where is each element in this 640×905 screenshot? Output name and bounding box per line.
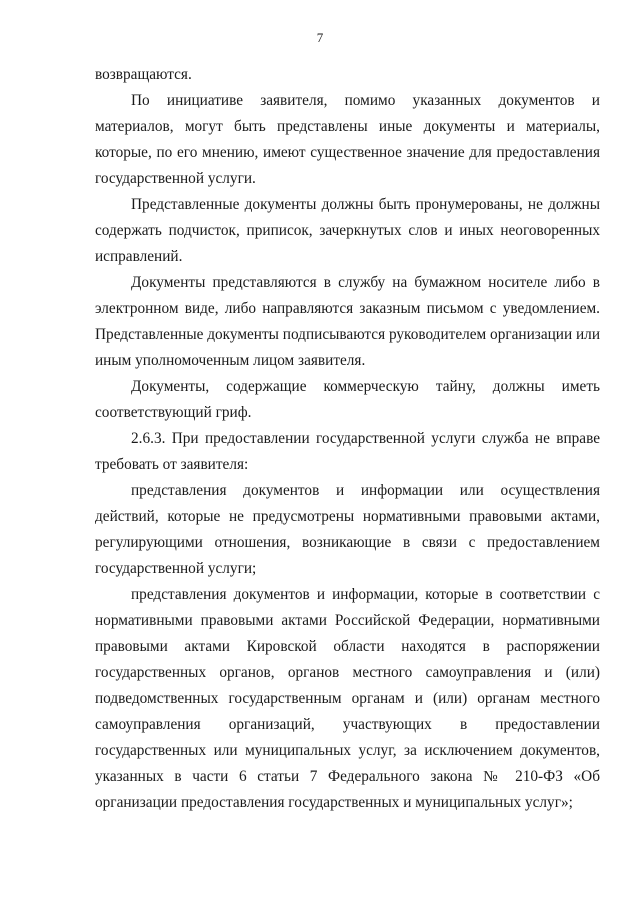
paragraph-additional-documents: По инициативе заявителя, помимо указанных документов и материалов, могут быть представлены иные документы и материалы, которые, по его мнению, имеют существенное значение для предоставления государственной услуги. <box>95 92 600 187</box>
paragraph-numbering-requirements: Представленные документы должны быть пронумерованы, не должны содержать подчисток, приписок, зачеркнутых слов и иных неоговоренных исправлений. <box>95 196 600 265</box>
paragraph-continuation: возвращаются. <box>95 66 192 83</box>
paragraph-submission-methods: Документы представляются в службу на бумажном носителе либо в электронном виде, либо направляются заказным письмом с уведомлением. Представленные документы подписываются руководителем организации или иным уполномоченным лицом заявителя. <box>95 274 600 369</box>
page-number: 7 <box>316 30 324 45</box>
document-body <box>95 62 600 816</box>
paragraph-not-required-documents: представления документов и информации, которые в соответствии с нормативными правовыми актами Российской Федерации, нормативными правовыми актами Кировской области находятся в распоряжении государственных органов, органов местного самоуправления и (или) подведомственных государственным органам и (или) органам местного самоуправления организаций, участвующих в предоставлении государственных или муниципальных услуг, за исключением документов, указанных в части 6 статьи 7 Федерального закона № 210-ФЗ «Об организации предоставления государственных и муниципальных услуг»; <box>95 586 600 811</box>
paragraph-commercial-secret: Документы, содержащие коммерческую тайну, должны иметь соответствующий гриф. <box>95 378 600 421</box>
paragraph-section-2-6-3: 2.6.3. При предоставлении государственной услуги служба не вправе требовать от заявителя: <box>95 430 600 473</box>
paragraph-not-required-actions: представления документов и информации или осуществления действий, которые не предусмотрены нормативными правовыми актами, регулирующими отношения, возникающие в связи с предоставлением государственной услуги; <box>95 482 600 577</box>
